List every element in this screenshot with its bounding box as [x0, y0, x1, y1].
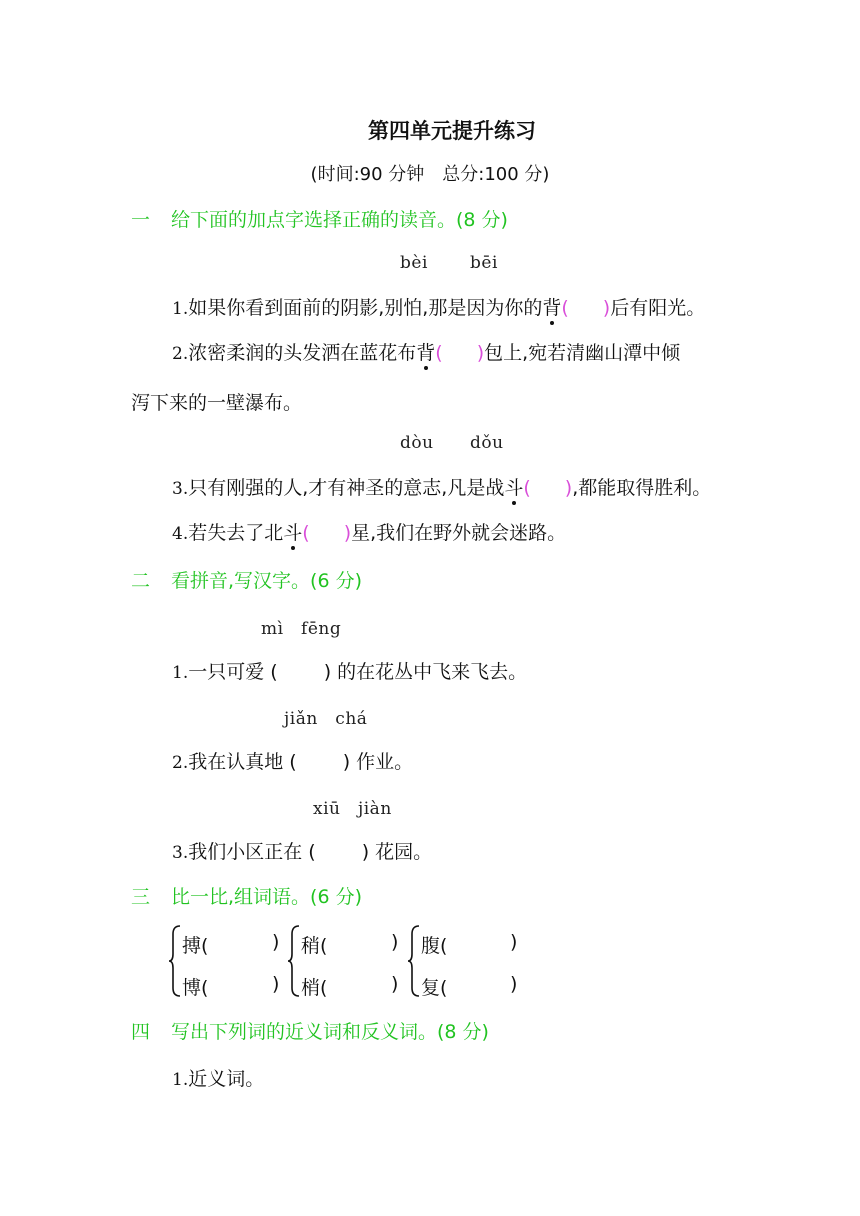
dotted-character: 斗: [283, 518, 302, 545]
section-title: 给下面的加点字选择正确的读音。(8 分): [171, 209, 508, 231]
compare-char-top: 稍(: [301, 935, 328, 957]
curly-brace-icon: [407, 924, 421, 998]
compare-paren-close: ): [272, 973, 280, 995]
section-4-heading: [131, 1017, 489, 1044]
compare-paren-close: ): [510, 973, 518, 995]
answer-paren-open: (: [523, 477, 531, 499]
compare-char-top: 腹(: [421, 935, 448, 957]
item-text: 我在认真地 (: [188, 751, 297, 773]
item-number: 3.: [172, 479, 189, 499]
answer-blank[interactable]: [452, 973, 508, 997]
curly-brace-icon: [287, 924, 301, 998]
answer-paren-close: ): [602, 297, 611, 319]
answer-paren-open: (: [435, 342, 443, 364]
section-3-heading: [131, 882, 362, 909]
item-number: 1.: [172, 299, 189, 319]
answer-paren-open: (: [561, 297, 569, 319]
pinyin-prompt: mì fēng: [261, 619, 342, 639]
answer-blank[interactable]: [212, 973, 270, 997]
item-text: 浓密柔润的头发洒在蓝花布: [188, 342, 417, 364]
section-number: 二: [131, 570, 151, 592]
section-1-heading: [131, 205, 508, 232]
compare-paren-close: ): [510, 931, 518, 953]
question-item: [172, 518, 566, 545]
page-title: 第四单元提升练习: [368, 119, 536, 143]
item-text: 包上,宛若清幽山潭中倾: [484, 342, 681, 364]
item-number: 2.: [172, 753, 189, 773]
compare-char-bottom: 博(: [182, 977, 209, 999]
question-item: [172, 837, 432, 864]
answer-blank[interactable]: [331, 973, 389, 997]
question-item: [172, 338, 680, 365]
item-number: 4.: [172, 524, 189, 544]
question-item: [172, 473, 711, 500]
section-title: 比一比,组词语。(6 分): [171, 886, 362, 908]
question-item: [172, 293, 705, 320]
section-2-heading: [131, 566, 362, 593]
item-number: 1.: [172, 663, 189, 683]
curly-brace-icon: [168, 924, 182, 998]
item-number: 2.: [172, 344, 189, 364]
compare-paren-close: ): [272, 931, 280, 953]
dotted-character: 背: [416, 338, 435, 365]
item-text: ,都能取得胜利。: [572, 477, 712, 499]
item-number: 1.: [172, 1070, 189, 1090]
dotted-character: 背: [542, 293, 561, 320]
answer-paren-close: ): [564, 477, 573, 499]
item-text: ) 作业。: [342, 751, 414, 773]
question-item: [172, 1064, 264, 1091]
pinyin-option: bèi: [400, 253, 428, 273]
section-number: 一: [131, 209, 151, 231]
item-text-continued: 泻下来的一壁瀑布。: [131, 392, 303, 414]
item-text: 后有阳光。: [610, 297, 706, 319]
pinyin-option: bēi: [470, 253, 498, 273]
answer-paren-open: (: [302, 522, 310, 544]
answer-blank[interactable]: [212, 931, 270, 955]
compare-paren-close: ): [391, 931, 399, 953]
page-subtitle: (时间:90 分钟 总分:100 分): [310, 164, 550, 185]
item-text: ) 花园。: [361, 841, 433, 863]
answer-blank[interactable]: [452, 931, 508, 955]
section-number: 三: [131, 886, 151, 908]
pinyin-option: dǒu: [470, 433, 504, 453]
item-text: 如果你看到面前的阴影,别怕,那是因为你的: [188, 297, 543, 319]
item-text: ) 的在花丛中飞来飞去。: [323, 661, 528, 683]
item-text: 只有刚强的人,才有神圣的意志,凡是战: [188, 477, 505, 499]
item-text: 星,我们在野外就会迷路。: [351, 522, 567, 544]
item-text: 近义词。: [188, 1068, 265, 1090]
compare-paren-close: ): [391, 973, 399, 995]
item-number: 3.: [172, 843, 189, 863]
item-text: 若失去了北: [188, 522, 284, 544]
question-item: [172, 657, 527, 684]
item-text: 我们小区正在 (: [188, 841, 316, 863]
dotted-character: 斗: [504, 473, 523, 500]
item-text: 一只可爱 (: [188, 661, 278, 683]
compare-char-top: 搏(: [182, 935, 209, 957]
pinyin-option: dòu: [400, 433, 434, 453]
pinyin-prompt: xiū jiàn: [313, 799, 392, 819]
compare-char-bottom: 梢(: [301, 977, 328, 999]
answer-blank[interactable]: [331, 931, 389, 955]
pinyin-prompt: jiǎn chá: [284, 709, 368, 729]
question-item: [172, 747, 413, 774]
section-title: 写出下列词的近义词和反义词。(8 分): [171, 1021, 489, 1043]
answer-paren-close: ): [476, 342, 485, 364]
answer-paren-close: ): [343, 522, 352, 544]
section-title: 看拼音,写汉字。(6 分): [171, 570, 362, 592]
section-number: 四: [131, 1021, 151, 1043]
compare-char-bottom: 复(: [421, 977, 448, 999]
